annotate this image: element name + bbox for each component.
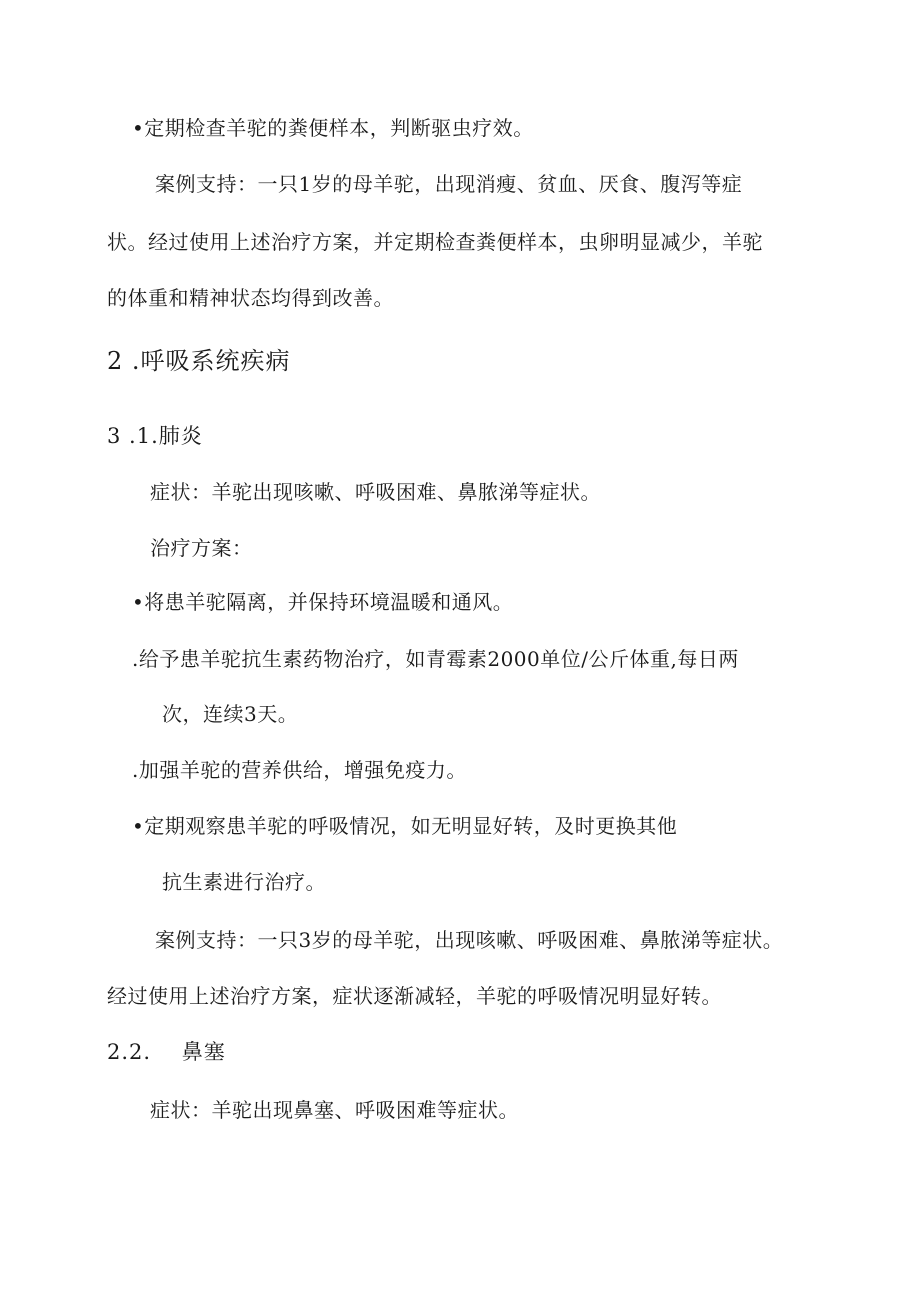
symptom-line: 症状：羊驼出现鼻塞、呼吸困难等症状。 [150, 1098, 519, 1122]
paragraph-line: 案例支持：一只1岁的母羊驼，出现消瘦、贫血、厌食、腹泻等症 [155, 172, 743, 196]
paragraph-line: 的体重和精神状态均得到改善。 [107, 286, 394, 310]
bullet-line: .加强羊驼的营养供给，增强免疫力。 [132, 758, 467, 782]
bullet-line: .给予患羊驼抗生素药物治疗，如青霉素2000单位/公斤体重,每日两 [132, 647, 739, 671]
paragraph-line: 经过使用上述治疗方案，症状逐渐减轻，羊驼的呼吸情况明显好转。 [107, 984, 722, 1008]
section-heading: 2 .呼吸系统疾病 [107, 347, 291, 375]
treatment-label: 治疗方案： [150, 536, 253, 560]
symptom-line: 症状：羊驼出现咳嗽、呼吸困难、鼻脓涕等症状。 [150, 480, 601, 504]
subsection-heading: 2.2. 鼻塞 [107, 1040, 226, 1064]
bullet-line: •将患羊驼隔离，并保持环境温暖和通风。 [132, 590, 514, 614]
paragraph-line: 案例支持：一只3岁的母羊驼，出现咳嗽、呼吸困难、鼻脓涕等症状。 [155, 928, 784, 952]
bullet-continuation: 次，连续3天。 [162, 702, 299, 726]
subsection-heading: 3 .1.肺炎 [107, 424, 203, 448]
bullet-continuation: 抗生素进行治疗。 [162, 870, 326, 894]
bullet-line: •定期检查羊驼的粪便样本，判断驱虫疗效。 [132, 116, 534, 140]
paragraph-line: 状。经过使用上述治疗方案，并定期检查粪便样本，虫卵明显减少，羊驼 [107, 230, 763, 254]
bullet-line: •定期观察患羊驼的呼吸情况，如无明显好转，及时更换其他 [132, 814, 678, 838]
